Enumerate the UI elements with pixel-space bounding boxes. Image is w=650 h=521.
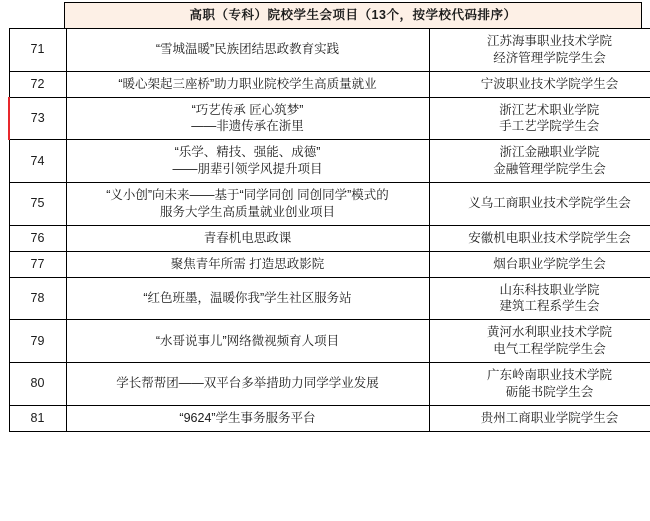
row-number-cell: 73: [9, 97, 66, 140]
row-number-cell: 79: [9, 320, 66, 363]
organization-cell: [429, 363, 650, 406]
project-list-table: [8, 2, 642, 29]
project-name-cell: [66, 71, 429, 97]
project-name-cell: [66, 320, 429, 363]
table-row: [9, 225, 650, 251]
organization-line: 砺能书院学生会: [434, 384, 650, 401]
project-name-line: “9624”学生事务服务平台: [71, 410, 425, 427]
project-name-line: “雪城温暖”民族团结思政教育实践: [71, 41, 425, 58]
table-row: [9, 363, 650, 406]
table-row: [9, 97, 650, 140]
project-name-line: 学长帮帮团——双平台多举措助力同学学业发展: [71, 375, 425, 392]
project-name-line: “水哥说事儿”网络微视频育人项目: [71, 333, 425, 350]
organization-line: 建筑工程系学生会: [434, 298, 650, 315]
organization-cell: [429, 97, 650, 140]
organization-line: 金融管理学院学生会: [434, 161, 650, 178]
row-number-cell: 71: [9, 28, 66, 71]
organization-line: 贵州工商职业学院学生会: [434, 410, 650, 427]
table-section-title: 高职（专科）院校学生会项目（13个，按学校代码排序）: [65, 3, 642, 29]
organization-cell: [429, 183, 650, 226]
row-number-cell: 76: [9, 225, 66, 251]
project-name-line: “乐学、精技、强能、成德”: [71, 144, 425, 161]
rows-host: [9, 28, 650, 431]
table-row: [9, 140, 650, 183]
header-spacer-cell: [8, 3, 65, 29]
document-page: [0, 2, 650, 521]
table-row: [9, 71, 650, 97]
organization-cell: [429, 405, 650, 431]
table-row: [9, 277, 650, 320]
table-row: [9, 183, 650, 226]
project-name-line: ——非遗传承在浙里: [71, 118, 425, 135]
row-number-cell: 77: [9, 251, 66, 277]
organization-line: 浙江艺术职业学院: [434, 102, 650, 119]
organization-cell: [429, 71, 650, 97]
project-name-line: 服务大学生高质量就业创业项目: [71, 204, 425, 221]
organization-cell: [429, 225, 650, 251]
organization-line: 广东岭南职业技术学院: [434, 367, 650, 384]
project-name-cell: [66, 183, 429, 226]
project-name-cell: [66, 97, 429, 140]
project-name-line: “义小创”向未来——基于“同学同创 同创同学”模式的: [71, 187, 425, 204]
organization-line: 黄河水利职业技术学院: [434, 324, 650, 341]
organization-line: 浙江金融职业学院: [434, 144, 650, 161]
table-header-row: [8, 3, 642, 29]
table-row: [9, 28, 650, 71]
organization-line: 电气工程学院学生会: [434, 341, 650, 358]
table-row: [9, 251, 650, 277]
organization-line: 山东科技职业学院: [434, 282, 650, 299]
row-number-cell: 72: [9, 71, 66, 97]
project-name-cell: [66, 251, 429, 277]
organization-line: 江苏海事职业技术学院: [434, 33, 650, 50]
organization-line: 宁波职业技术学院学生会: [434, 76, 650, 93]
row-number-cell: 80: [9, 363, 66, 406]
organization-cell: [429, 28, 650, 71]
organization-cell: [429, 251, 650, 277]
organization-cell: [429, 320, 650, 363]
project-name-cell: [66, 363, 429, 406]
project-name-line: “巧艺传承 匠心筑梦”: [71, 102, 425, 119]
project-name-cell: [66, 28, 429, 71]
project-name-line: 聚焦青年所需 打造思政影院: [71, 256, 425, 273]
project-name-line: “暖心架起三座桥”助力职业院校学生高质量就业: [71, 76, 425, 93]
row-number-cell: 74: [9, 140, 66, 183]
organization-line: 安徽机电职业技术学院学生会: [434, 230, 650, 247]
project-name-cell: [66, 405, 429, 431]
row-number-cell: 78: [9, 277, 66, 320]
project-name-cell: [66, 277, 429, 320]
table-row: [9, 405, 650, 431]
table-row: [9, 320, 650, 363]
table-body: [8, 3, 642, 29]
organization-cell: [429, 277, 650, 320]
project-name-line: 青春机电思政课: [71, 230, 425, 247]
organization-line: 烟台职业学院学生会: [434, 256, 650, 273]
project-name-line: “红色班墨，温暖你我”学生社区服务站: [71, 290, 425, 307]
project-name-cell: [66, 140, 429, 183]
organization-line: 手工艺学院学生会: [434, 118, 650, 135]
project-name-cell: [66, 225, 429, 251]
organization-line: 经济管理学院学生会: [434, 50, 650, 67]
project-rows-table: [8, 28, 650, 432]
project-name-line: ——朋辈引领学风提升项目: [71, 161, 425, 178]
row-number-cell: 75: [9, 183, 66, 226]
organization-cell: [429, 140, 650, 183]
row-number-cell: 81: [9, 405, 66, 431]
organization-line: 义乌工商职业技术学院学生会: [434, 195, 650, 212]
